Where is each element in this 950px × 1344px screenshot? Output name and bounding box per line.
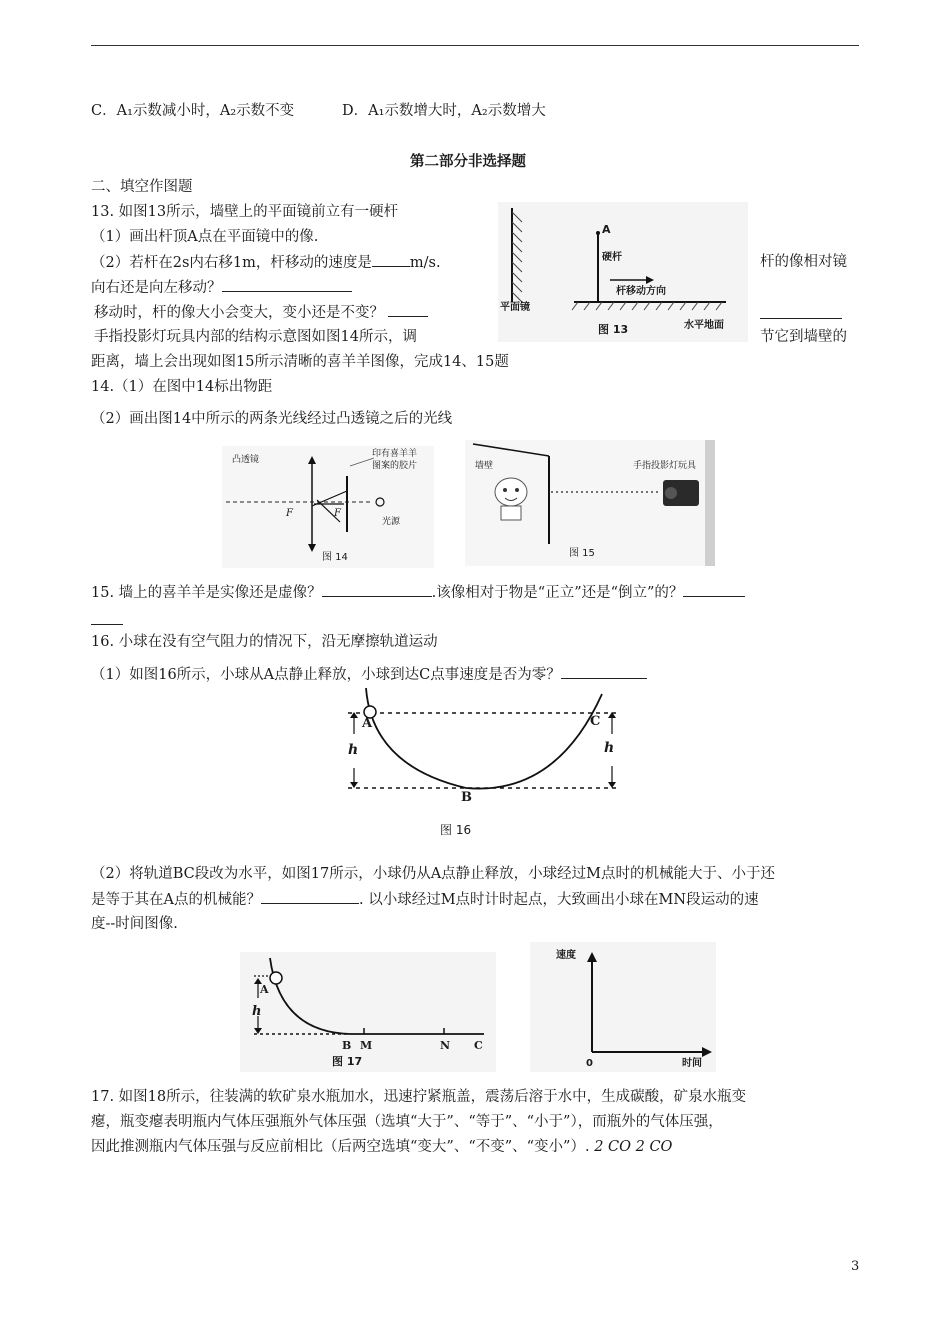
label-direction: 杆移动方向 bbox=[616, 286, 666, 297]
answer-blank[interactable] bbox=[372, 252, 410, 267]
q16-stem: 16. 小球在没有空气阻力的情况下，沿无摩擦轨道运动 bbox=[91, 634, 438, 650]
answer-blank[interactable] bbox=[561, 664, 647, 679]
answer-blank[interactable] bbox=[222, 277, 352, 292]
label-wall: 墙壁 bbox=[475, 461, 494, 471]
label-a: A bbox=[260, 983, 269, 996]
figure-14 bbox=[222, 446, 434, 568]
intro-line-a: 手指投影灯玩具内部的结构示意图如图14所示，调 bbox=[94, 329, 417, 345]
q17-line-3: 因此推测瓶内气体压强与反应前相比（后两空选填“变大”、“不变”、“变小”）. 2 CO 2 CO bbox=[91, 1139, 673, 1155]
speed-time-graph[interactable] bbox=[530, 942, 716, 1072]
label-c: C bbox=[590, 714, 601, 729]
answer-blank[interactable] bbox=[760, 304, 842, 319]
label-point-a: A bbox=[602, 223, 611, 236]
q15-line: 15. 墙上的喜羊羊是实像还是虚像？ .该像相对于物是“正立”还是“倒立”的？ bbox=[91, 582, 745, 603]
chemical-formula: 2 CO 2 CO bbox=[594, 1139, 673, 1155]
q13-part2-tail: 杆的像相对镜 bbox=[760, 254, 847, 270]
intro-line-a-tail: 节它到墙壁的 bbox=[760, 329, 847, 345]
label-mirror: 平面镜 bbox=[500, 302, 530, 313]
q14-part1: 14.（1）在图中14标出物距 bbox=[91, 379, 273, 395]
answer-blank[interactable] bbox=[683, 582, 745, 597]
figure-16-caption: 图 16 bbox=[440, 823, 472, 837]
q16-part1: （1）如图16所示，小球从A点静止释放，小球到达C点事速度是否为零？ bbox=[91, 664, 647, 685]
q13-part1: （1）画出杆顶A点在平面镜中的像. bbox=[91, 229, 319, 245]
q13-stem: 13. 如图13所示，墙壁上的平面镜前立有一硬杆 bbox=[91, 204, 399, 220]
q14-part2: （2）画出图14中所示的两条光线经过凸透镜之后的光线 bbox=[91, 411, 453, 427]
figure-13 bbox=[498, 202, 748, 342]
label-lens: 凸透镜 bbox=[232, 455, 260, 465]
q13-part2: （2）若杆在2s内右移1m，杆移动的速度是 m/s. bbox=[91, 252, 441, 273]
label-h: h bbox=[252, 1004, 262, 1019]
answer-blank[interactable] bbox=[91, 610, 123, 625]
q16-part2-c: 度--时间图像. bbox=[91, 916, 178, 932]
intro-line-b: 距离，墙上会出现如图15所示清晰的喜羊羊图像，完成14、15题 bbox=[91, 354, 509, 370]
header-rule bbox=[91, 45, 859, 46]
option-c: C．A₁示数减小时，A₂示数不变 bbox=[91, 103, 295, 119]
answer-blank[interactable] bbox=[388, 302, 428, 317]
y-axis-label: 速度 bbox=[556, 950, 576, 961]
label-film-2: 图案的胶片 bbox=[372, 461, 418, 471]
q13-part3: 向右还是向左移动？ bbox=[91, 277, 352, 298]
option-d: D．A₁示数增大时，A₂示数增大 bbox=[342, 103, 546, 119]
answer-blank[interactable] bbox=[261, 889, 359, 904]
x-axis-label: 时间 bbox=[682, 1058, 702, 1069]
q16-part2-b: 是等于其在A点的机械能？ . 以小球经过M点时计时起点，大致画出小球在MN段运动的速 bbox=[91, 889, 759, 910]
answer-blank[interactable] bbox=[322, 582, 432, 597]
figure-15-caption: 图 15 bbox=[569, 548, 595, 559]
label-n: N bbox=[440, 1039, 451, 1052]
figure-17-caption: 图 17 bbox=[332, 1055, 363, 1068]
label-focus-left: F bbox=[286, 508, 293, 519]
label-c: C bbox=[474, 1039, 483, 1052]
part-title: 第二部分非选择题 bbox=[410, 153, 526, 170]
label-focus-right: F bbox=[334, 508, 341, 519]
q13-part4: 移动时，杆的像大小会变大，变小还是不变？ bbox=[94, 302, 428, 323]
q17-line-2: 瘪，瓶变瘪表明瓶内气体压强瓶外气体压强（选填“大于”、“等于”、“小于”），而瓶外的气体压强， bbox=[91, 1114, 723, 1130]
figure-15 bbox=[465, 440, 715, 566]
page-number: 3 bbox=[851, 1259, 860, 1274]
label-rod: 硬杆 bbox=[602, 252, 622, 263]
sheep-image-icon bbox=[495, 478, 527, 506]
label-h-right: h bbox=[604, 740, 615, 756]
label-b: B bbox=[461, 790, 472, 805]
q17-line-1: 17. 如图18所示，往装满的软矿泉水瓶加水，迅速拧紧瓶盖，震荡后溶于水中，生成碳酸，矿泉水瓶变 bbox=[91, 1089, 747, 1105]
label-film-1: 印有喜羊羊 bbox=[372, 449, 418, 459]
label-toy: 手指投影灯玩具 bbox=[633, 461, 697, 471]
figure-16 bbox=[336, 686, 624, 808]
ball-icon bbox=[270, 972, 282, 984]
label-b: B bbox=[342, 1039, 352, 1052]
label-h-left: h bbox=[348, 742, 359, 758]
label-a: A bbox=[362, 716, 373, 731]
label-source: 光源 bbox=[382, 517, 401, 527]
origin-label: 0 bbox=[586, 1058, 593, 1069]
figure-13-caption: 图 13 bbox=[598, 323, 629, 336]
label-ground: 水平地面 bbox=[684, 320, 724, 331]
section-heading: 二、填空作图题 bbox=[91, 179, 193, 195]
q16-part2-a: （2）将轨道BC段改为水平，如图17所示，小球仍从A点静止释放，小球经过M点时的机械能大于、小于还 bbox=[91, 866, 776, 882]
figure-14-caption: 图 14 bbox=[322, 552, 348, 563]
point-a bbox=[596, 231, 600, 235]
label-m: M bbox=[360, 1039, 373, 1052]
figure-17 bbox=[240, 952, 496, 1072]
